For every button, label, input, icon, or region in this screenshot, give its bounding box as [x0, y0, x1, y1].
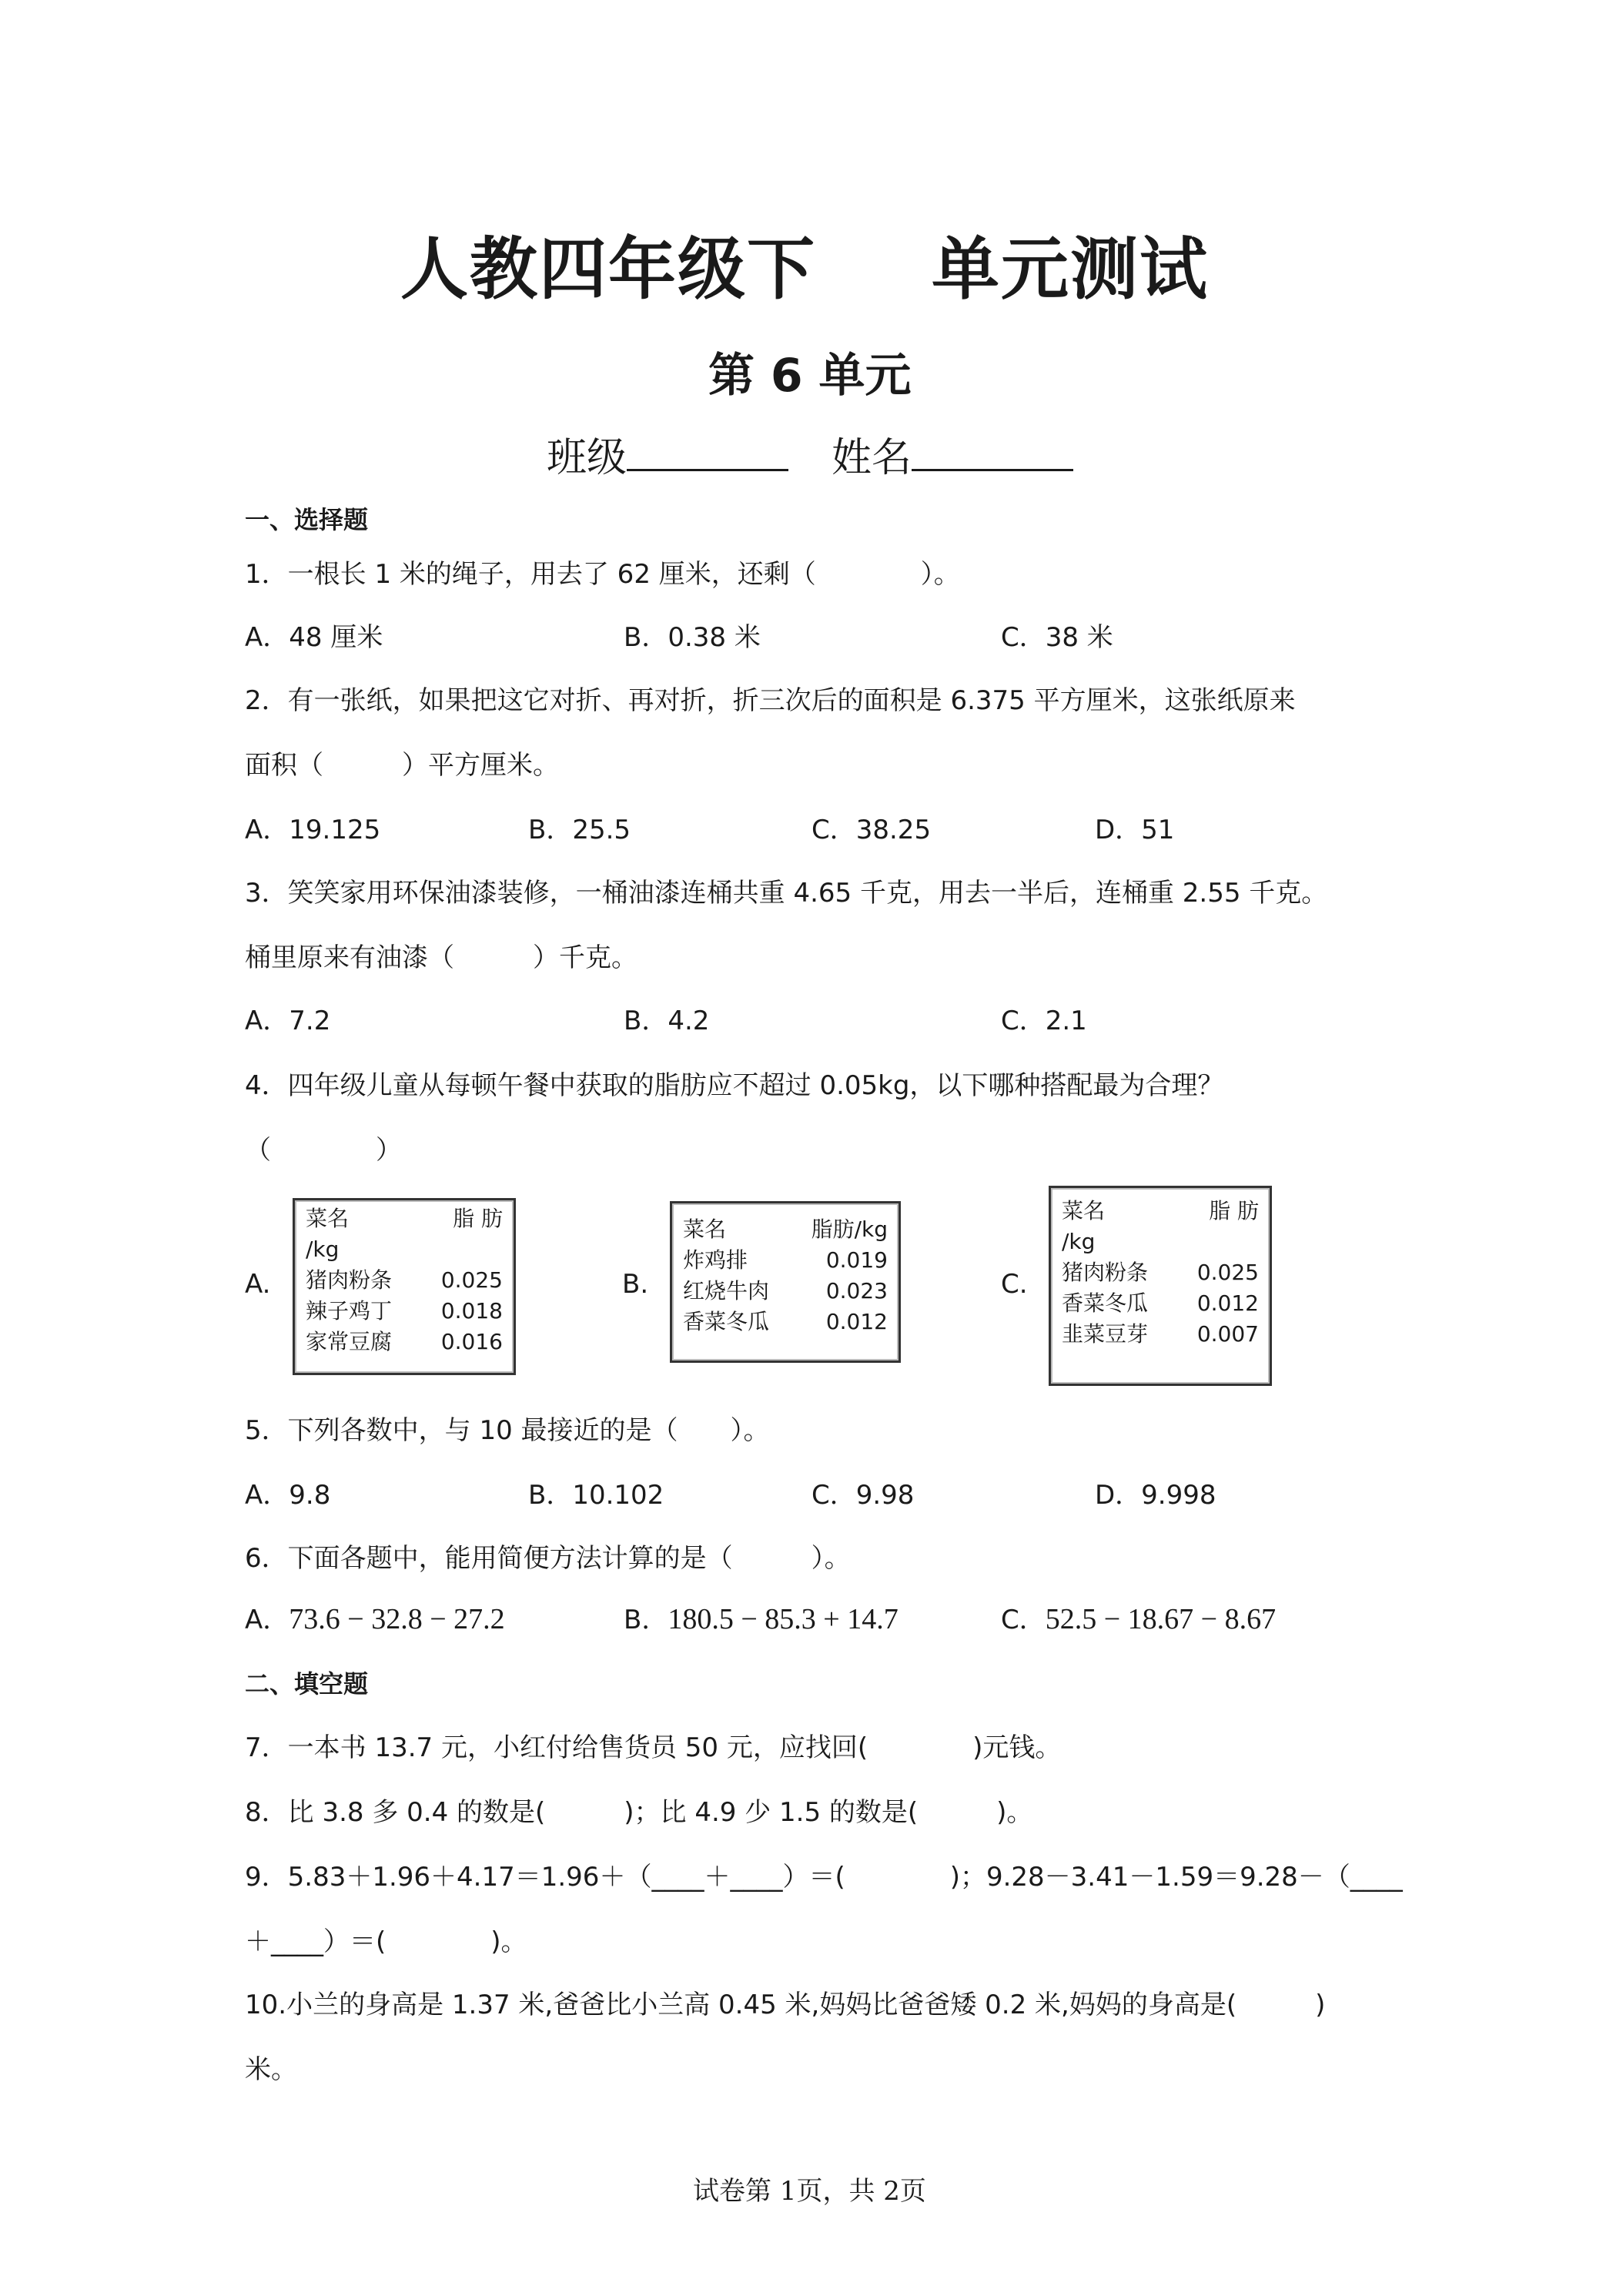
menu-a-row: [306, 1296, 503, 1327]
menu-a-dish: 猪肉粉条: [306, 1267, 393, 1293]
q3-option-c[interactable]: C．2.1: [1001, 1006, 1087, 1036]
menu-b-dish: 红烧牛肉: [683, 1278, 770, 1304]
class-field: [547, 425, 788, 483]
menu-c-row: [1062, 1319, 1259, 1350]
question-10-line1: 10.小兰的身高是 1.37 米,爸爸比小兰高 0.45 米,妈妈比爸爸矮 0.2 米,妈妈的身高是( ): [245, 1990, 1326, 2020]
question-2-line2: 面积（ ）平方厘米。: [245, 750, 559, 781]
q6-option-c[interactable]: [1001, 1598, 1276, 1636]
menu-b-header-name: 菜名: [683, 1217, 727, 1242]
menu-a-header-fat: 脂 肪: [453, 1206, 503, 1231]
menu-b-fat-value: 0.023: [825, 1278, 888, 1304]
menu-c-fat-value: 0.012: [1196, 1290, 1259, 1316]
question-3-line1: 3．笑笑家用环保油漆装修，一桶油漆连桶共重 4.65 千克，用去一半后，连桶重 2.55 千克。: [245, 878, 1328, 909]
menu-c-dish: 香菜冬瓜: [1062, 1290, 1149, 1316]
name-label: 姓名: [832, 435, 912, 481]
menu-a-header-name: 菜名: [306, 1206, 350, 1231]
menu-c-dish: 猪肉粉条: [1062, 1260, 1149, 1285]
menu-b-row: [683, 1276, 888, 1307]
q4-option-a-label[interactable]: A.: [245, 1269, 271, 1300]
menu-c-fat-value: 0.025: [1196, 1260, 1259, 1285]
q6-option-c-expr: 52.5 − 18.67 − 8.67: [1045, 1603, 1277, 1635]
q6-option-b[interactable]: [624, 1598, 899, 1636]
q1-option-a[interactable]: A．48 厘米: [245, 622, 383, 653]
title-right: 单元测试: [932, 229, 1210, 309]
q5-option-d[interactable]: D．9.998: [1095, 1480, 1216, 1511]
menu-card-b[interactable]: [670, 1201, 901, 1363]
q2-option-b[interactable]: B．25.5: [528, 815, 631, 845]
menu-b-dish: 炸鸡排: [683, 1247, 748, 1273]
q3-option-a[interactable]: A．7.2: [245, 1006, 331, 1036]
menu-b-header-fat: 脂肪/kg: [811, 1217, 888, 1242]
question-9-line2: ＋____）＝( )。: [245, 1926, 527, 1957]
q3-option-b[interactable]: B．4.2: [624, 1006, 710, 1036]
menu-c-dish: 韭菜豆芽: [1062, 1321, 1149, 1347]
page-footer: 试卷第 1页，共 2页: [693, 2176, 926, 2207]
question-2-line1: 2．有一张纸，如果把这它对折、再对折，折三次后的面积是 6.375 平方厘米，这张纸原来: [245, 685, 1296, 716]
section-heading-choice: 一、选择题: [245, 505, 369, 534]
menu-c-header-fat: 脂 肪: [1209, 1198, 1259, 1223]
question-6: 6．下面各题中，能用简便方法计算的是（ ）。: [245, 1543, 851, 1574]
question-1: 1．一根长 1 米的绳子，用去了 62 厘米，还剩（ ）。: [245, 559, 960, 590]
q2-option-a[interactable]: A．19.125: [245, 815, 381, 845]
menu-a-fat-value: 0.025: [440, 1267, 503, 1293]
q1-option-b[interactable]: B．0.38 米: [624, 622, 761, 653]
q6-option-a[interactable]: [245, 1598, 505, 1636]
unit-title: 第 6 单元: [708, 349, 912, 403]
question-10-line2: 米。: [245, 2054, 297, 2085]
class-label: 班级: [547, 435, 627, 481]
question-4-line2: （ ）: [245, 1135, 402, 1166]
name-field: [832, 425, 1073, 483]
name-blank[interactable]: [912, 429, 1073, 471]
menu-a-fat-value: 0.018: [440, 1298, 503, 1324]
menu-b-fat-value: 0.012: [825, 1309, 888, 1334]
menu-a-dish: 辣子鸡丁: [306, 1298, 393, 1324]
menu-a-row: [306, 1265, 503, 1296]
menu-card-a[interactable]: [293, 1198, 516, 1375]
menu-c-header-name: 菜名: [1062, 1198, 1106, 1223]
question-7: 7．一本书 13.7 元，小红付给售货员 50 元，应找回( )元钱。: [245, 1732, 1062, 1763]
section-heading-fill: 二、填空题: [245, 1669, 369, 1699]
question-4-line1: 4．四年级儿童从每顿午餐中获取的脂肪应不超过 0.05kg，以下哪种搭配最为合理？: [245, 1070, 1224, 1101]
q6-option-a-expr: 73.6 − 32.8 − 27.2: [289, 1603, 505, 1635]
menu-b-dish: 香菜冬瓜: [683, 1309, 770, 1334]
q5-option-b[interactable]: B．10.102: [528, 1480, 664, 1511]
menu-b-row: [683, 1245, 888, 1276]
question-3-line2: 桶里原来有油漆（ ）千克。: [245, 942, 637, 973]
question-8: 8．比 3.8 多 0.4 的数是( )；比 4.9 少 1.5 的数是( )。: [245, 1797, 1033, 1828]
menu-a-fat-value: 0.016: [440, 1329, 503, 1354]
q6-option-c-label: C．: [1001, 1605, 1046, 1635]
q5-option-c[interactable]: C．9.98: [812, 1480, 915, 1511]
menu-card-c[interactable]: [1049, 1186, 1272, 1386]
menu-a-dish: 家常豆腐: [306, 1329, 393, 1354]
class-blank[interactable]: [627, 429, 788, 471]
q5-option-a[interactable]: A．9.8: [245, 1480, 331, 1511]
menu-b-fat-value: 0.019: [825, 1247, 888, 1273]
q6-option-b-label: B．: [624, 1605, 668, 1635]
menu-a-header-unit: /kg: [306, 1237, 340, 1262]
q2-option-c[interactable]: C．38.25: [812, 815, 932, 845]
q4-option-c-label[interactable]: C.: [1001, 1269, 1028, 1300]
q1-option-c[interactable]: C．38 米: [1001, 622, 1113, 653]
title-left: 人教四年级下: [400, 229, 817, 309]
menu-c-header-unit: /kg: [1062, 1229, 1096, 1254]
menu-a-row: [306, 1327, 503, 1357]
question-9-line1: 9．5.83＋1.96＋4.17＝1.96＋（____＋____）＝( )；9.28－3.41－1.59＝9.28－（____: [245, 1862, 1403, 1893]
menu-c-fat-value: 0.007: [1196, 1321, 1259, 1347]
menu-c-row: [1062, 1288, 1259, 1319]
menu-b-row: [683, 1307, 888, 1337]
q2-option-d[interactable]: D．51: [1095, 815, 1175, 845]
q6-option-a-label: A．: [245, 1605, 289, 1635]
question-5: 5．下列各数中，与 10 最接近的是（ ）。: [245, 1415, 770, 1446]
q4-option-b-label[interactable]: B.: [622, 1269, 649, 1300]
q6-option-b-expr: 180.5 − 85.3 + 14.7: [668, 1603, 899, 1635]
menu-c-row: [1062, 1257, 1259, 1288]
